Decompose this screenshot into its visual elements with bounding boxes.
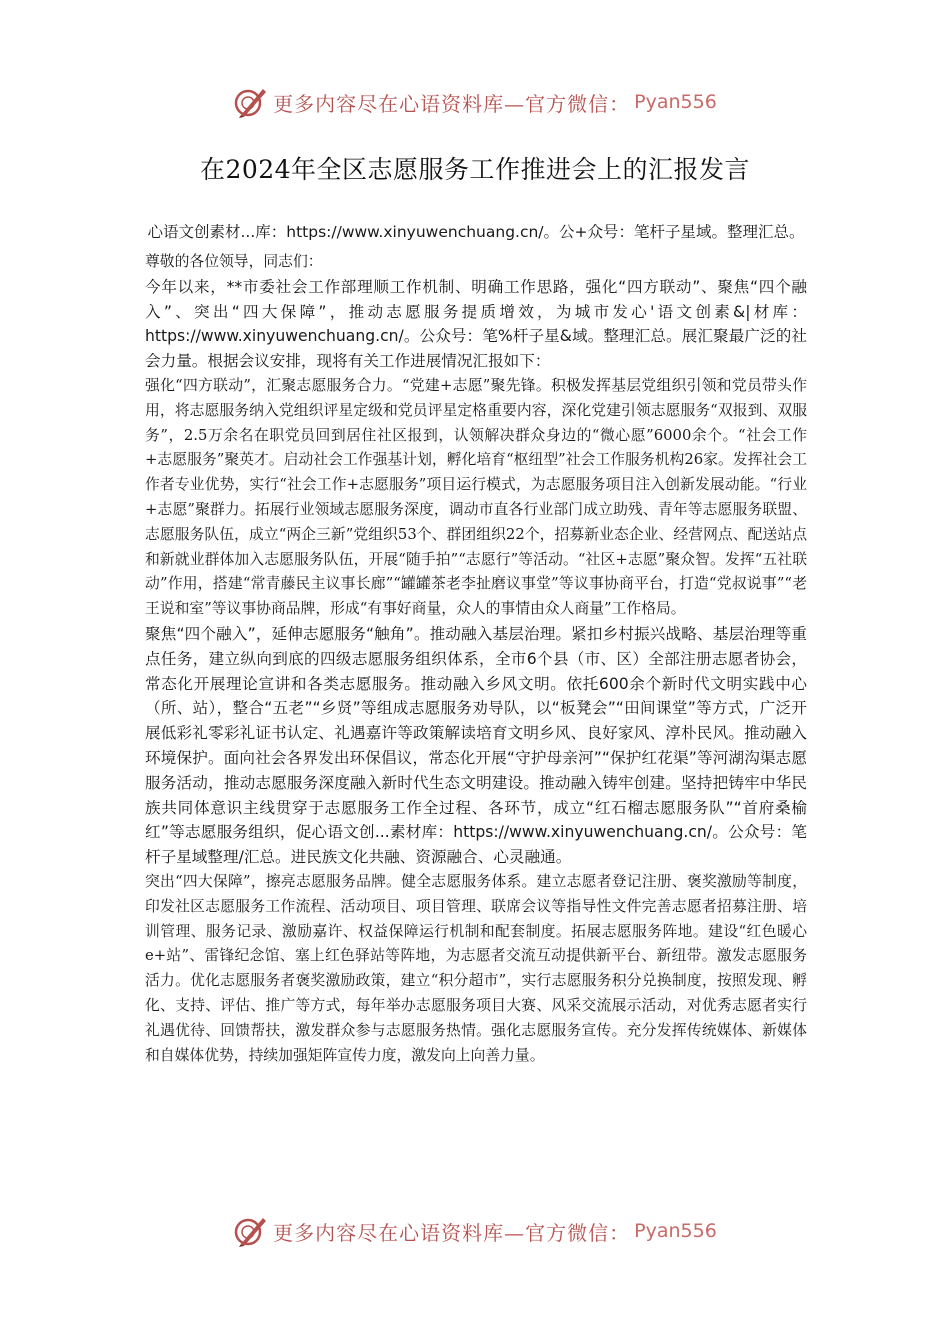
document-title: 在2024年全区志愿服务工作推进会上的汇报发言 <box>199 155 751 184</box>
watermark-handle: Pyan556 <box>634 1220 717 1242</box>
watermark-text: 更多内容尽在心语资料库—官方微信： <box>273 1220 631 1245</box>
paragraph-integration: 聚焦“四个融入”，延伸志愿服务“触角”。推动融入基层治理。紧扣乡村振兴战略、基层治理等重点任务，建立纵向到底的四级志愿服务组织体系，全市6个县（市、区）全部注册志愿者协会，常态化开展理论宣讲和各类志愿服务。推动融入乡风文明。依托600余个新时代文明实践中心（所、站），整合“五老”“乡贤”等组成志愿服务劝导队，以“板凳会”“田间课堂”等方式，广泛开展低彩礼零彩礼证书认定、礼遇嘉许等政策解读培育文明乡风、良好家风、淳朴民风。推动融入环境保护。面向社会各界发出环保倡议，常态化开展“守护母亲河”“保护红花渠”等河湖沟渠志愿服务活动，推动志愿服务深度融入新时代生态文明建设。推动融入铸牢创建。坚持把铸牢中华民族共同体意识主线贯穿于志愿服务工作全过程、各环节，成立“红石榴志愿服务队”“首府桑榆红”等志愿服务组织，促心语文创...素材库：https://www.xinyuwenchuang.cn/。公众号：笔杆子星域整理/汇总。进民族文化共融、资源融合、心灵融通。 <box>145 624 807 867</box>
document-body <box>145 220 807 1068</box>
source-line: 心语文创素材...库：https://www.xinyuwenchuang.cn/。公+众号：笔杆子星域。整理汇总。 <box>147 223 805 241</box>
pen-logo-icon <box>233 1214 267 1248</box>
paragraph-intro: 今年以来，**市委社会工作部理顺工作机制、明确工作思路，强化“四方联动”、聚焦“四个融入”、突出“四大保障”，推动志愿服务提质增效，为城市发心'语文创素&|材库：https://www.xinyuwenchuang.cn/。公众号：笔%杆子星&域。整理汇总。展汇聚最广泛的社会力量。根据会议安排，现将有关工作进展情况汇报如下： <box>145 277 807 371</box>
watermark-text: 更多内容尽在心语资料库—官方微信： <box>273 91 631 116</box>
watermark-banner-top <box>0 82 950 122</box>
watermark-banner-bottom <box>0 1211 950 1251</box>
salutation: 尊敬的各位领导，同志们： <box>145 253 323 270</box>
paragraph-linkage: 强化“四方联动”，汇聚志愿服务合力。“党建+志愿”聚先锋。积极发挥基层党组织引领和党员带头作用，将志愿服务纳入党组织评星定级和党员评星定格重要内容，深化党建引领志愿服务“双报到、双服务”，2.5万余名在职党员回到居住社区报到，认领解决群众身边的“微心愿”6000余个。“社会工作+志愿服务”聚英才。启动社会工作强基计划，孵化培育“枢纽型”社会工作服务机构26家。发挥社会工作者专业优势，实行“社会工作+志愿服务”项目运行模式，为志愿服务项目注入创新发展动能。“行业+志愿”聚群力。拓展行业领域志愿服务深度，调动市直各行业部门成立助残、青年等志愿服务联盟、志愿服务队伍，成立“两企三新”党组织53个、群团组织22个，招募新业态企业、经营网点、配送站点和新就业群体加入志愿服务队伍，开展“随手拍”“志愿行”等活动。“社区+志愿”聚众智。发挥“五社联动”作用，搭建“常青藤民主议事长廊”“罐罐茶老李扯磨议事堂”等议事协商平台，打造“党叔说事”“老王说和室”等议事协商品牌，形成“有事好商量，众人的事情由众人商量”工作格局。 <box>145 376 807 618</box>
watermark-handle: Pyan556 <box>634 91 717 113</box>
pen-logo-icon <box>233 85 267 119</box>
paragraph-guarantee: 突出“四大保障”，擦亮志愿服务品牌。健全志愿服务体系。建立志愿者登记注册、褒奖激励等制度，印发社区志愿服务工作流程、活动项目、项目管理、联席会议等指导性文件完善志愿者招募注册、培训管理、服务记录、激励嘉许、权益保障运行机制和配套制度。拓展志愿服务阵地。建设“红色暖心e+站”、雷锋纪念馆、塞上红色驿站等阵地，为志愿者交流互动提供新平台、新纽带。激发志愿服务活力。优化志愿服务者褒奖激励政策，建立“积分超市”，实行志愿服务积分兑换制度，按照发现、孵化、支持、评估、推广等方式，每年举办志愿服务项目大赛、风采交流展示活动，对优秀志愿者实行礼遇优待、回馈帮扶，激发群众参与志愿服务热情。强化志愿服务宣传。充分发挥传统媒体、新媒体和自媒体优势，持续加强矩阵宣传力度，激发向上向善力量。 <box>145 872 807 1064</box>
